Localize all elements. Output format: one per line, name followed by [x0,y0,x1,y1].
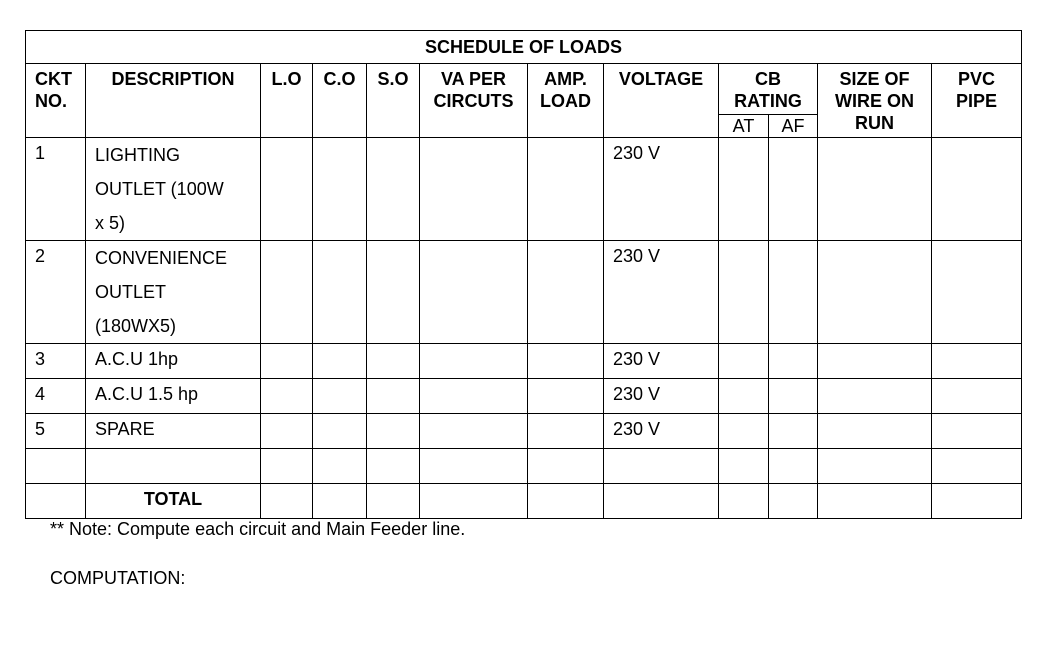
total-lo-cell[interactable] [261,484,313,519]
header-wire-line3: RUN [855,113,894,133]
ckt-number: 2 [26,241,86,344]
cb-af-cell[interactable] [769,344,818,379]
description-line: OUTLET (100W [95,179,224,199]
header-description: DESCRIPTION [86,64,261,138]
amp-cell[interactable] [528,379,604,414]
co-cell[interactable] [313,414,367,449]
header-cb-rating [719,64,818,115]
voltage-cell: 230 V [604,138,719,241]
table-row [26,449,1022,484]
amp-cell[interactable] [528,414,604,449]
header-ckt-no-line2: NO. [35,91,68,111]
description-line: x 5) [95,213,126,233]
so-cell[interactable] [367,138,420,241]
description-line: OUTLET [95,282,167,302]
description-line: CONVENIENCE [95,248,228,268]
so-cell[interactable] [367,241,420,344]
voltage-cell: 230 V [604,379,719,414]
so-cell[interactable] [367,344,420,379]
total-va-cell[interactable] [420,484,528,519]
header-ckt-no [26,64,86,138]
wire-size-cell[interactable] [818,241,932,344]
total-row [26,484,1022,519]
table-row [26,379,1022,414]
header-pvc-line1: PVC [958,69,996,89]
co-cell[interactable] [313,449,367,484]
cb-at-cell[interactable] [719,241,769,344]
header-va-line2: CIRCUTS [433,91,514,111]
description-line: LIGHTING [95,145,181,165]
schedule-of-loads-table [25,30,1022,519]
pvc-cell[interactable] [932,414,1022,449]
table-row [26,414,1022,449]
lo-cell[interactable] [261,379,313,414]
header-so: S.O [367,64,420,138]
load-description: A.C.U 1.5 hp [86,379,261,414]
va-cell[interactable] [420,414,528,449]
load-description: SPARE [86,414,261,449]
header-pvc-line2: PIPE [955,91,998,111]
header-pvc-pipe [932,64,1022,138]
total-label: TOTAL [86,484,261,519]
load-description [86,241,261,344]
cb-at-cell[interactable] [719,379,769,414]
load-description [86,138,261,241]
pvc-cell[interactable] [932,449,1022,484]
header-va-line1: VA PER [440,69,506,89]
pvc-cell[interactable] [932,379,1022,414]
header-va-per-circuits [420,64,528,138]
lo-cell[interactable] [261,138,313,241]
header-wire-line1: SIZE OF [839,69,910,89]
voltage-cell[interactable] [604,449,719,484]
wire-size-cell[interactable] [818,449,932,484]
amp-cell[interactable] [528,449,604,484]
co-cell[interactable] [313,241,367,344]
load-description: A.C.U 1hp [86,344,261,379]
co-cell[interactable] [313,379,367,414]
amp-cell[interactable] [528,138,604,241]
header-cb-at: AT [719,115,769,138]
schedule-sheet [25,30,1021,516]
cb-at-cell[interactable] [719,414,769,449]
wire-size-cell[interactable] [818,414,932,449]
amp-cell[interactable] [528,241,604,344]
load-description[interactable] [86,449,261,484]
co-cell[interactable] [313,344,367,379]
amp-cell[interactable] [528,344,604,379]
cb-af-cell[interactable] [769,379,818,414]
va-cell[interactable] [420,241,528,344]
total-blank-cell [26,484,86,519]
va-cell[interactable] [420,138,528,241]
cb-at-cell[interactable] [719,344,769,379]
ckt-number: 1 [26,138,86,241]
voltage-cell: 230 V [604,344,719,379]
cb-af-cell[interactable] [769,414,818,449]
va-cell[interactable] [420,449,528,484]
so-cell[interactable] [367,414,420,449]
ckt-number: 4 [26,379,86,414]
ckt-number: 3 [26,344,86,379]
voltage-cell: 230 V [604,241,719,344]
header-cb-line2: RATING [734,91,802,111]
header-lo: L.O [261,64,313,138]
header-amp-load [528,64,604,138]
header-cb-af: AF [769,115,818,138]
table-row [26,138,1022,241]
wire-size-cell[interactable] [818,379,932,414]
ckt-number: 5 [26,414,86,449]
cb-af-cell[interactable] [769,241,818,344]
header-co: C.O [313,64,367,138]
header-wire-line2: WIRE ON [835,91,914,111]
pvc-cell[interactable] [932,241,1022,344]
wire-size-cell[interactable] [818,344,932,379]
cb-at-cell[interactable] [719,449,769,484]
cb-af-cell[interactable] [769,449,818,484]
total-amp-cell[interactable] [528,484,604,519]
va-cell[interactable] [420,344,528,379]
total-voltage-cell[interactable] [604,484,719,519]
voltage-cell: 230 V [604,414,719,449]
total-wire-size-cell[interactable] [818,484,932,519]
header-cb-line1: CB [755,69,781,89]
computation-label: COMPUTATION: [50,568,186,588]
header-ckt-no-line1: CKT [35,69,72,89]
header-size-of-wire [818,64,932,138]
total-co-cell[interactable] [313,484,367,519]
table-title: SCHEDULE OF LOADS [26,31,1022,64]
ckt-number[interactable] [26,449,86,484]
total-cb-at-cell[interactable] [719,484,769,519]
so-cell[interactable] [367,449,420,484]
header-amp-line2: LOAD [540,91,591,111]
table-row [26,344,1022,379]
pvc-cell[interactable] [932,138,1022,241]
lo-cell[interactable] [261,449,313,484]
cb-af-cell[interactable] [769,138,818,241]
description-line: (180WX5) [95,316,177,336]
cb-at-cell[interactable] [719,138,769,241]
note-text: ** Note: Compute each circuit and Main Feeder line. [50,519,466,539]
lo-cell[interactable] [261,344,313,379]
header-amp-line1: AMP. [544,69,587,89]
table-row [26,241,1022,344]
lo-cell[interactable] [261,414,313,449]
va-cell[interactable] [420,379,528,414]
so-cell[interactable] [367,379,420,414]
header-voltage: VOLTAGE [604,64,719,138]
total-pvc-cell[interactable] [932,484,1022,519]
total-cb-af-cell[interactable] [769,484,818,519]
co-cell[interactable] [313,138,367,241]
lo-cell[interactable] [261,241,313,344]
pvc-cell[interactable] [932,344,1022,379]
total-so-cell[interactable] [367,484,420,519]
wire-size-cell[interactable] [818,138,932,241]
